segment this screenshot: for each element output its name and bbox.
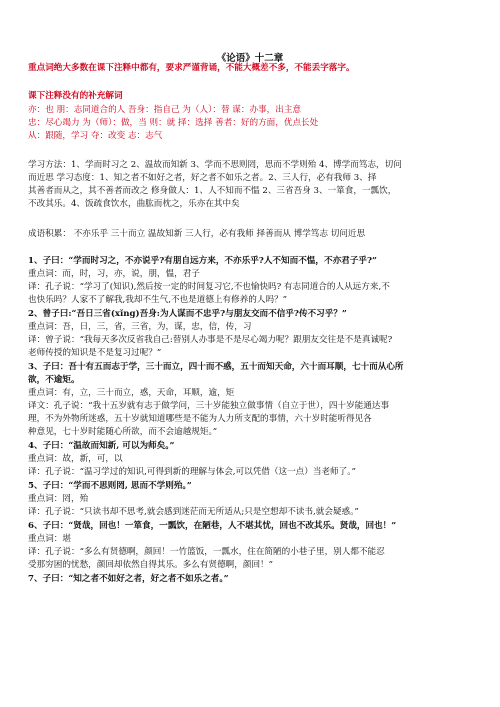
supplement-heading: 课下注释没有的补充解词 xyxy=(28,91,123,101)
item-2-keywords: 重点词：吾，日，三，省，三省，为，谋，忠，信，传，习 xyxy=(28,322,252,332)
item-1-translation-1: 译：孔子说：“学习了(知识),然后按一定的时间复习它,不也愉快吗? 有志同道合的人从远方来,不 xyxy=(28,282,390,292)
method-line-4: 不改其乐。4、饭疏食饮水，曲肱而枕之，乐亦在其中矣 xyxy=(28,199,240,209)
notice-text: 重点词绝大多数在课下注释中都有，要求严谨背诵，不能大概差不多，不能丢字落字。 xyxy=(28,63,355,73)
item-6-quote: 6、子曰：“贤哉，回也！一箪食，一瓢饮，在陋巷，人不堪其忧，回也不改其乐。贤哉，回也！” xyxy=(28,521,397,531)
item-2-quote: 2、曾子曰:“吾日三省(xǐng)吾身:为人谋而不忠乎?与朋友交而不信乎?传不习乎？” xyxy=(28,309,347,319)
item-4-translation-1: 译：孔子说：“温习学过的知识,可得到新的理解与体会,可以凭借（这一点）当老师了。” xyxy=(28,467,356,477)
item-7-quote: 7、子曰：“知之者不如好之者，好之者不如乐之者。” xyxy=(28,574,229,584)
method-line-2: 而近思 学习态度：1、知之者不如好之者，好之者不如乐之者。2、三人行，必有我师 3、择 xyxy=(28,173,377,183)
item-4-keywords: 重点词：故，新，可，以 xyxy=(28,454,123,464)
page-title: 《论语》十二章 xyxy=(216,53,284,64)
item-6-translation-2: 受那穷困的忧愁，颜回却依然自得其乐。多么有贤德啊，颜回！” xyxy=(28,560,274,570)
item-2-translation-1: 译：曾子说：“我每天多次反省我自己:替别人办事是不是尽心竭力呢？跟朋友交往是不是真诚呢? xyxy=(28,335,393,345)
item-3-quote-2: 欲，不逾矩。 xyxy=(28,375,80,385)
item-1-keywords: 重点词：而，时，习，亦，说，朋，愠，君子 xyxy=(28,269,200,279)
item-3-quote: 3、子曰：吾十有五而志于学，三十而立，四十而不惑，五十而知天命，六十而耳顺，七十而从心所 xyxy=(28,362,404,372)
item-4-quote: 4、子曰：“温故而知新, 可以为师矣。” xyxy=(28,441,175,451)
item-3-translation-3: 种意见，七十岁时能随心所欲，而不会逾越规矩。” xyxy=(28,427,218,437)
item-6-translation-1: 译：孔子说：“多么有贤德啊，颜回！一竹篮饭，一瓢水，住在简陋的小巷子里，别人都不能忍 xyxy=(28,547,385,557)
method-line-1: 学习方法：1、学而时习之 2、温故而知新 3、学而不思则罔，思而不学则殆 4、博学而笃志，切问 xyxy=(28,160,402,170)
item-1-translation-2: 也快乐吗？人家不了解我,我却不生气,不也是道德上有修养的人吗？” xyxy=(28,295,288,305)
item-5-quote: 5、子曰：“学而不思则罔, 思而不学则殆。” xyxy=(28,481,192,491)
item-5-translation-1: 译：孔子说：“只读书却不思考,就会感到迷茫而无所适从;只是空想却不读书,就会疑惑。” xyxy=(28,507,359,517)
item-3-translation-2: 理，不为外物所迷惑，五十岁就知道哪些是不能为人力所支配的事情，六十岁时能听得见各 xyxy=(28,414,372,424)
method-line-3: 其善者而从之，其不善者而改之 修身做人：1、人不知而不愠 2、三省吾身 3、一箪食，一瓢饮， xyxy=(28,186,397,196)
item-3-keywords: 重点词：有，立，三十而立，惑，天命，耳顺，逾，矩 xyxy=(28,388,235,398)
supplement-line-1: 亦：也 朋：志同道合的人 吾身：指自己 为（人）：替 谋：办事，出主意 xyxy=(28,105,302,115)
item-2-translation-2: 老师传授的知识是不是复习过呢？” xyxy=(28,348,162,358)
idiom-line: 成语积累： 不亦乐乎 三十而立 温故知新 三人行，必有我师 择善而从 博学笃志 切问近思 xyxy=(28,229,366,239)
supplement-line-3: 从：跟随，学习 夺：改变 志：志气 xyxy=(28,131,163,141)
item-5-keywords: 重点词：罔，殆 xyxy=(28,494,89,504)
item-6-keywords: 重点词：堪 xyxy=(28,534,71,544)
item-1-quote: 1、子曰：“学而时习之，不亦说乎?有朋自远方来，不亦乐乎?人不知而不愠，不亦君子乎?” xyxy=(28,256,377,266)
item-3-translation-1: 译文：孔子说：“我十五岁就有志于做学问，三十岁能独立做事情（自立于世），四十岁能通达事 xyxy=(28,401,390,411)
supplement-line-2: 忠：尽心竭力 为（师）：做，当 则：就 择：选择 善者：好的方面，优点长处 xyxy=(28,118,319,128)
